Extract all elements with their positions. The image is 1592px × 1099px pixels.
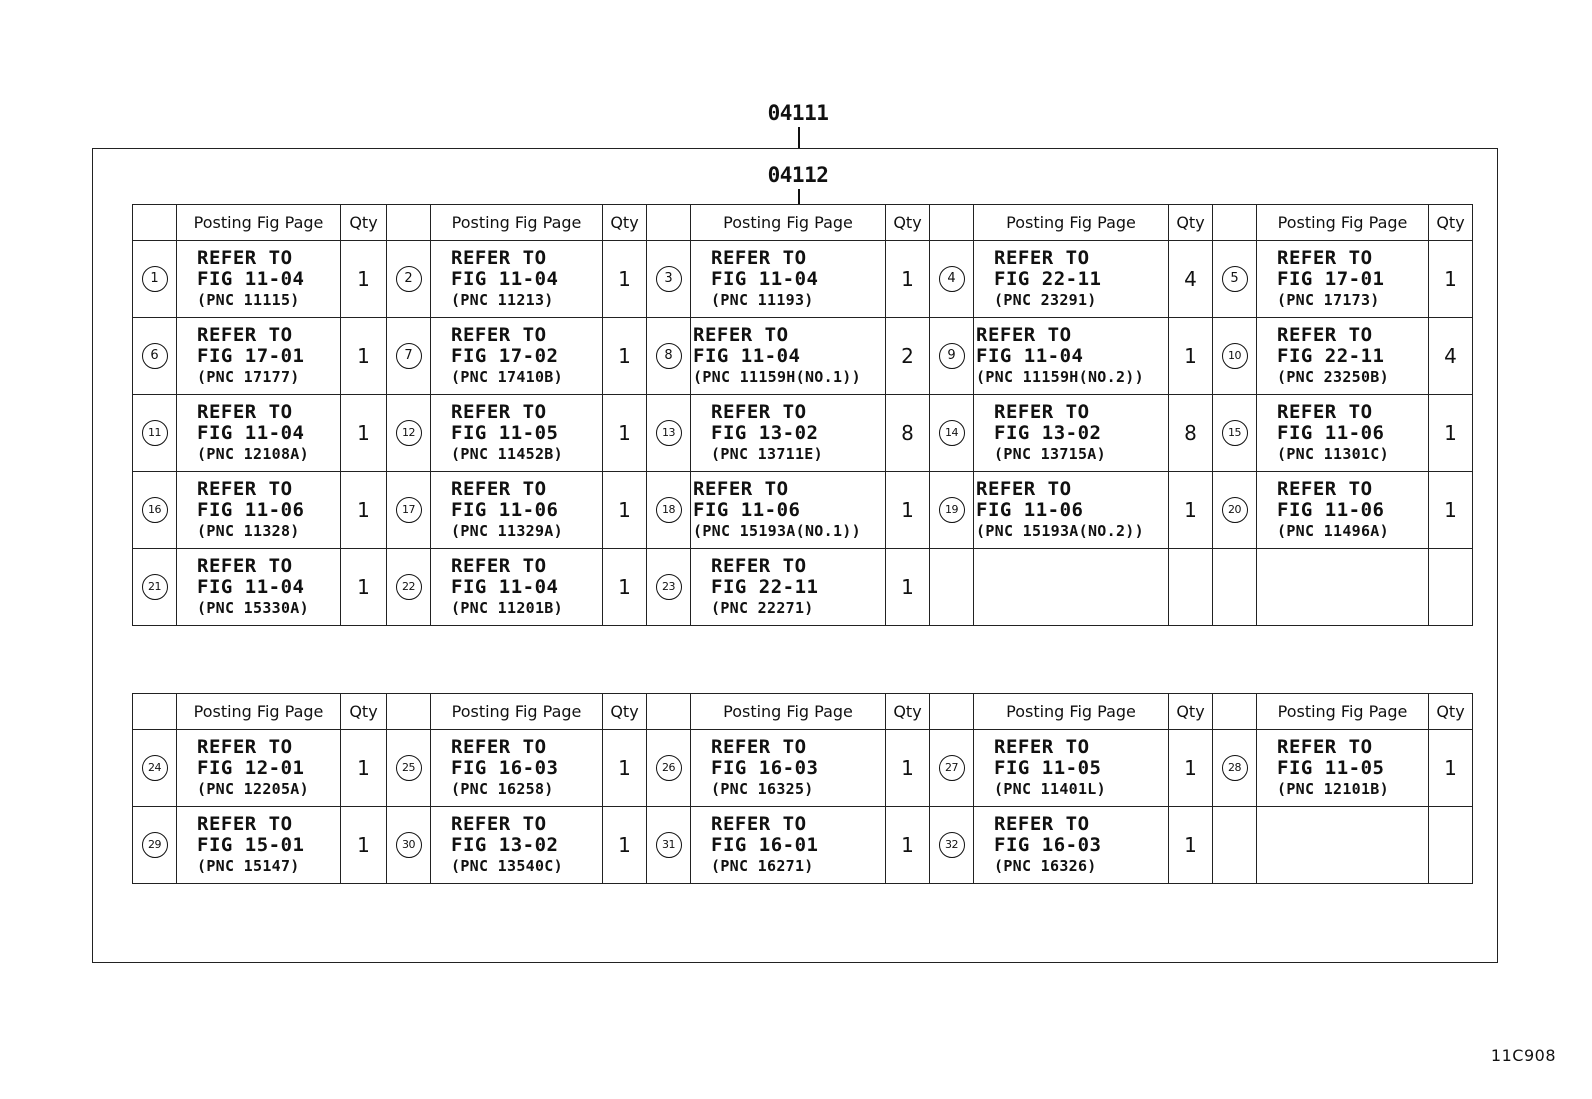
posting-fig-page-cell <box>177 395 341 472</box>
fig-reference: FIG 16-03 <box>994 834 1102 856</box>
callout-number: 4 <box>939 266 965 292</box>
posting-fig-page-cell <box>1257 241 1429 318</box>
posting-fig-page-cell <box>974 318 1169 395</box>
refer-to-text: REFER TO <box>994 813 1090 835</box>
callout-number: 16 <box>142 497 168 523</box>
callout-number: 17 <box>396 497 422 523</box>
qty-header: Qty <box>341 205 387 241</box>
qty-cell: 1 <box>1169 472 1213 549</box>
callout-number: 18 <box>656 497 682 523</box>
pnc-reference: (PNC 17410B) <box>451 368 563 386</box>
callout-number: 28 <box>1222 755 1248 781</box>
callout-cell <box>1213 241 1257 318</box>
pnc-reference: (PNC 12205A) <box>197 780 309 798</box>
pnc-reference: (PNC 16326) <box>994 857 1097 875</box>
assembly-code-sub: 04112 <box>767 163 829 187</box>
posting-fig-page-cell <box>431 730 603 807</box>
pnc-reference: (PNC 15330A) <box>197 599 309 617</box>
posting-fig-page-cell <box>974 807 1169 884</box>
callout-cell <box>387 395 431 472</box>
posting-fig-page-cell <box>1257 730 1429 807</box>
pnc-reference: (PNC 11329A) <box>451 522 563 540</box>
fig-reference: FIG 11-05 <box>994 757 1102 779</box>
fig-reference: FIG 11-04 <box>711 268 819 290</box>
callout-cell <box>387 730 431 807</box>
callout-cell <box>647 807 691 884</box>
posting-fig-page-header: Posting Fig Page <box>974 694 1169 730</box>
assembly-code-top: 04111 <box>767 101 829 125</box>
fig-reference: FIG 17-01 <box>1277 268 1385 290</box>
fig-reference: FIG 11-04 <box>197 576 305 598</box>
callout-cell <box>647 549 691 626</box>
num-header <box>133 694 177 730</box>
num-header <box>647 694 691 730</box>
pnc-reference: (PNC 11496A) <box>1277 522 1389 540</box>
qty-header: Qty <box>886 694 930 730</box>
callout-cell <box>133 395 177 472</box>
qty-cell: 1 <box>341 730 387 807</box>
qty-header: Qty <box>1169 205 1213 241</box>
qty-cell: 1 <box>603 318 647 395</box>
refer-to-text: REFER TO <box>1277 324 1373 346</box>
posting-fig-page-cell <box>431 807 603 884</box>
callout-number: 20 <box>1222 497 1248 523</box>
qty-header: Qty <box>603 694 647 730</box>
qty-header: Qty <box>1429 694 1473 730</box>
refer-to-text: REFER TO <box>711 736 807 758</box>
callout-cell <box>930 395 974 472</box>
refer-to-text: REFER TO <box>197 401 293 423</box>
fig-reference: FIG 11-06 <box>451 499 559 521</box>
qty-cell: 8 <box>1169 395 1213 472</box>
qty-cell: 1 <box>1429 241 1473 318</box>
callout-number: 22 <box>396 574 422 600</box>
fig-reference: FIG 17-02 <box>451 345 559 367</box>
pnc-reference: (PNC 16258) <box>451 780 554 798</box>
pnc-reference: (PNC 13540C) <box>451 857 563 875</box>
num-header <box>1213 694 1257 730</box>
callout-number: 24 <box>142 755 168 781</box>
qty-cell: 1 <box>1429 730 1473 807</box>
refer-to-text: REFER TO <box>693 478 789 500</box>
callout-cell <box>1213 395 1257 472</box>
qty-cell: 2 <box>886 318 930 395</box>
refer-to-text: REFER TO <box>451 813 547 835</box>
callout-number: 1 <box>142 266 168 292</box>
table-row <box>133 807 1473 884</box>
posting-fig-page-cell <box>177 472 341 549</box>
pnc-reference: (PNC 12101B) <box>1277 780 1389 798</box>
callout-cell <box>647 395 691 472</box>
refer-to-text: REFER TO <box>197 324 293 346</box>
qty-header: Qty <box>886 205 930 241</box>
num-header <box>647 205 691 241</box>
callout-number: 23 <box>656 574 682 600</box>
fig-reference: FIG 11-06 <box>1277 422 1385 444</box>
callout-cell <box>133 472 177 549</box>
callout-number: 11 <box>142 420 168 446</box>
callout-cell <box>387 549 431 626</box>
callout-cell <box>647 472 691 549</box>
refer-to-text: REFER TO <box>693 324 789 346</box>
callout-number: 6 <box>142 343 168 369</box>
pnc-reference: (PNC 11213) <box>451 291 554 309</box>
fig-reference: FIG 13-02 <box>711 422 819 444</box>
qty-header: Qty <box>341 694 387 730</box>
table-row <box>133 730 1473 807</box>
fig-reference: FIG 11-05 <box>451 422 559 444</box>
fig-reference: FIG 22-11 <box>994 268 1102 290</box>
refer-to-text: REFER TO <box>711 813 807 835</box>
posting-fig-page-header: Posting Fig Page <box>1257 694 1429 730</box>
table-header-row <box>133 205 1473 241</box>
callout-cell <box>647 318 691 395</box>
posting-fig-page-header: Posting Fig Page <box>1257 205 1429 241</box>
callout-number: 31 <box>656 832 682 858</box>
refer-to-text: REFER TO <box>451 555 547 577</box>
qty-cell: 1 <box>341 241 387 318</box>
callout-number: 3 <box>656 266 682 292</box>
posting-fig-page-cell <box>177 318 341 395</box>
callout-cell <box>1213 730 1257 807</box>
table-row <box>133 318 1473 395</box>
qty-cell: 8 <box>886 395 930 472</box>
qty-cell: 1 <box>1169 318 1213 395</box>
qty-cell: 1 <box>603 730 647 807</box>
posting-fig-page-cell <box>431 318 603 395</box>
fig-reference: FIG 16-03 <box>711 757 819 779</box>
refer-to-text: REFER TO <box>711 247 807 269</box>
table-row <box>133 549 1473 626</box>
fig-reference: FIG 22-11 <box>1277 345 1385 367</box>
posting-fig-page-cell <box>177 807 341 884</box>
refer-to-text: REFER TO <box>711 555 807 577</box>
pnc-reference: (PNC 11401L) <box>994 780 1106 798</box>
posting-fig-page-cell <box>1257 318 1429 395</box>
num-header <box>1213 205 1257 241</box>
callout-cell <box>930 241 974 318</box>
qty-cell: 1 <box>886 241 930 318</box>
refer-to-text: REFER TO <box>197 813 293 835</box>
callout-number: 25 <box>396 755 422 781</box>
qty-cell <box>1169 549 1213 626</box>
qty-cell: 1 <box>341 807 387 884</box>
callout-number: 13 <box>656 420 682 446</box>
qty-cell: 1 <box>603 395 647 472</box>
posting-fig-page-cell <box>1257 807 1429 884</box>
pnc-reference: (PNC 23291) <box>994 291 1097 309</box>
qty-cell <box>1429 807 1473 884</box>
qty-cell: 1 <box>603 549 647 626</box>
callout-cell <box>133 318 177 395</box>
refer-to-text: REFER TO <box>711 401 807 423</box>
qty-cell: 1 <box>341 472 387 549</box>
pnc-reference: (PNC 11193) <box>711 291 814 309</box>
posting-fig-page-cell <box>177 730 341 807</box>
pnc-reference: (PNC 11159H(NO.2)) <box>976 368 1144 386</box>
qty-cell: 1 <box>886 807 930 884</box>
callout-cell <box>133 241 177 318</box>
pnc-reference: (PNC 11201B) <box>451 599 563 617</box>
posting-fig-page-cell <box>974 549 1169 626</box>
pnc-reference: (PNC 12108A) <box>197 445 309 463</box>
callout-cell <box>1213 472 1257 549</box>
callout-number: 14 <box>939 420 965 446</box>
fig-reference: FIG 11-04 <box>197 268 305 290</box>
refer-to-text: REFER TO <box>976 324 1072 346</box>
fig-reference: FIG 11-06 <box>1277 499 1385 521</box>
num-header <box>930 694 974 730</box>
callout-cell <box>1213 318 1257 395</box>
posting-fig-page-cell <box>691 241 886 318</box>
posting-fig-page-cell <box>974 730 1169 807</box>
fig-reference: FIG 22-11 <box>711 576 819 598</box>
qty-cell <box>1429 549 1473 626</box>
callout-number: 32 <box>939 832 965 858</box>
pnc-reference: (PNC 13715A) <box>994 445 1106 463</box>
callout-cell <box>387 318 431 395</box>
refer-to-text: REFER TO <box>197 478 293 500</box>
table-header-row <box>133 694 1473 730</box>
qty-header: Qty <box>603 205 647 241</box>
callout-cell <box>930 807 974 884</box>
fig-reference: FIG 17-01 <box>197 345 305 367</box>
refer-to-text: REFER TO <box>197 555 293 577</box>
pnc-reference: (PNC 15193A(NO.2)) <box>976 522 1144 540</box>
pnc-reference: (PNC 11328) <box>197 522 300 540</box>
table-body <box>133 730 1473 884</box>
posting-fig-page-cell <box>431 549 603 626</box>
callout-number: 19 <box>939 497 965 523</box>
qty-cell: 1 <box>603 807 647 884</box>
qty-cell: 1 <box>886 549 930 626</box>
qty-cell: 1 <box>341 318 387 395</box>
fig-reference: FIG 13-02 <box>994 422 1102 444</box>
posting-fig-page-header: Posting Fig Page <box>974 205 1169 241</box>
callout-number: 7 <box>396 343 422 369</box>
fig-reference: FIG 11-04 <box>976 345 1084 367</box>
callout-number: 15 <box>1222 420 1248 446</box>
callout-cell <box>930 549 974 626</box>
refer-to-text: REFER TO <box>994 401 1090 423</box>
posting-fig-page-cell <box>177 549 341 626</box>
fig-reference: FIG 11-06 <box>976 499 1084 521</box>
parts-table-lower <box>132 693 1473 884</box>
posting-fig-page-cell <box>431 241 603 318</box>
parts-table-upper <box>132 204 1473 626</box>
fig-reference: FIG 11-05 <box>1277 757 1385 779</box>
pnc-reference: (PNC 16271) <box>711 857 814 875</box>
illustration-code: 11C908 <box>1490 1046 1556 1065</box>
posting-fig-page-cell <box>691 807 886 884</box>
posting-fig-page-cell <box>1257 395 1429 472</box>
assembly-connector-sub <box>798 189 800 204</box>
posting-fig-page-header: Posting Fig Page <box>691 205 886 241</box>
pnc-reference: (PNC 11159H(NO.1)) <box>693 368 861 386</box>
pnc-reference: (PNC 22271) <box>711 599 814 617</box>
pnc-reference: (PNC 11115) <box>197 291 300 309</box>
refer-to-text: REFER TO <box>976 478 1072 500</box>
qty-cell: 1 <box>603 472 647 549</box>
refer-to-text: REFER TO <box>994 736 1090 758</box>
callout-cell <box>930 730 974 807</box>
pnc-reference: (PNC 15147) <box>197 857 300 875</box>
posting-fig-page-header: Posting Fig Page <box>177 205 341 241</box>
refer-to-text: REFER TO <box>1277 736 1373 758</box>
fig-reference: FIG 15-01 <box>197 834 305 856</box>
qty-cell: 1 <box>1169 807 1213 884</box>
posting-fig-page-cell <box>691 318 886 395</box>
qty-header: Qty <box>1429 205 1473 241</box>
posting-fig-page-cell <box>691 730 886 807</box>
num-header <box>930 205 974 241</box>
callout-number: 21 <box>142 574 168 600</box>
num-header <box>387 205 431 241</box>
assembly-connector-top <box>798 127 800 148</box>
posting-fig-page-cell <box>974 395 1169 472</box>
qty-header: Qty <box>1169 694 1213 730</box>
callout-cell <box>133 807 177 884</box>
posting-fig-page-cell <box>177 241 341 318</box>
posting-fig-page-header: Posting Fig Page <box>431 694 603 730</box>
callout-number: 8 <box>656 343 682 369</box>
callout-cell <box>930 318 974 395</box>
table-body <box>133 241 1473 626</box>
posting-fig-page-header: Posting Fig Page <box>691 694 886 730</box>
posting-fig-page-header: Posting Fig Page <box>431 205 603 241</box>
pnc-reference: (PNC 11301C) <box>1277 445 1389 463</box>
callout-number: 12 <box>396 420 422 446</box>
table-row <box>133 241 1473 318</box>
callout-number: 2 <box>396 266 422 292</box>
pnc-reference: (PNC 15193A(NO.1)) <box>693 522 861 540</box>
fig-reference: FIG 11-06 <box>693 499 801 521</box>
callout-cell <box>387 472 431 549</box>
fig-reference: FIG 11-04 <box>451 268 559 290</box>
qty-cell: 1 <box>1169 730 1213 807</box>
pnc-reference: (PNC 17177) <box>197 368 300 386</box>
posting-fig-page-cell <box>691 395 886 472</box>
callout-cell <box>387 241 431 318</box>
callout-number: 26 <box>656 755 682 781</box>
refer-to-text: REFER TO <box>451 736 547 758</box>
refer-to-text: REFER TO <box>451 478 547 500</box>
callout-cell <box>133 549 177 626</box>
posting-fig-page-cell <box>1257 472 1429 549</box>
posting-fig-page-cell <box>431 395 603 472</box>
qty-cell: 1 <box>886 472 930 549</box>
qty-cell: 1 <box>603 241 647 318</box>
pnc-reference: (PNC 16325) <box>711 780 814 798</box>
refer-to-text: REFER TO <box>451 401 547 423</box>
refer-to-text: REFER TO <box>1277 401 1373 423</box>
posting-fig-page-cell <box>691 472 886 549</box>
callout-cell <box>1213 549 1257 626</box>
fig-reference: FIG 13-02 <box>451 834 559 856</box>
callout-cell <box>1213 807 1257 884</box>
qty-cell: 4 <box>1169 241 1213 318</box>
pnc-reference: (PNC 23250B) <box>1277 368 1389 386</box>
callout-number: 9 <box>939 343 965 369</box>
callout-number: 30 <box>396 832 422 858</box>
fig-reference: FIG 11-04 <box>451 576 559 598</box>
refer-to-text: REFER TO <box>197 736 293 758</box>
qty-cell: 4 <box>1429 318 1473 395</box>
refer-to-text: REFER TO <box>1277 478 1373 500</box>
num-header <box>387 694 431 730</box>
posting-fig-page-cell <box>1257 549 1429 626</box>
posting-fig-page-cell <box>974 472 1169 549</box>
refer-to-text: REFER TO <box>451 324 547 346</box>
pnc-reference: (PNC 17173) <box>1277 291 1380 309</box>
callout-number: 5 <box>1222 266 1248 292</box>
callout-number: 10 <box>1222 343 1248 369</box>
pnc-reference: (PNC 13711E) <box>711 445 823 463</box>
callout-cell <box>930 472 974 549</box>
fig-reference: FIG 11-04 <box>197 422 305 444</box>
callout-number: 29 <box>142 832 168 858</box>
posting-fig-page-cell <box>974 241 1169 318</box>
fig-reference: FIG 16-01 <box>711 834 819 856</box>
callout-cell <box>647 241 691 318</box>
callout-cell <box>387 807 431 884</box>
refer-to-text: REFER TO <box>451 247 547 269</box>
callout-cell <box>133 730 177 807</box>
posting-fig-page-header: Posting Fig Page <box>177 694 341 730</box>
qty-cell: 1 <box>341 395 387 472</box>
fig-reference: FIG 11-04 <box>693 345 801 367</box>
callout-cell <box>647 730 691 807</box>
fig-reference: FIG 11-06 <box>197 499 305 521</box>
fig-reference: FIG 16-03 <box>451 757 559 779</box>
num-header <box>133 205 177 241</box>
qty-cell: 1 <box>1429 395 1473 472</box>
qty-cell: 1 <box>886 730 930 807</box>
table-row <box>133 395 1473 472</box>
posting-fig-page-cell <box>691 549 886 626</box>
refer-to-text: REFER TO <box>197 247 293 269</box>
callout-number: 27 <box>939 755 965 781</box>
posting-fig-page-cell <box>431 472 603 549</box>
fig-reference: FIG 12-01 <box>197 757 305 779</box>
pnc-reference: (PNC 11452B) <box>451 445 563 463</box>
qty-cell: 1 <box>341 549 387 626</box>
refer-to-text: REFER TO <box>1277 247 1373 269</box>
qty-cell: 1 <box>1429 472 1473 549</box>
refer-to-text: REFER TO <box>994 247 1090 269</box>
table-row <box>133 472 1473 549</box>
